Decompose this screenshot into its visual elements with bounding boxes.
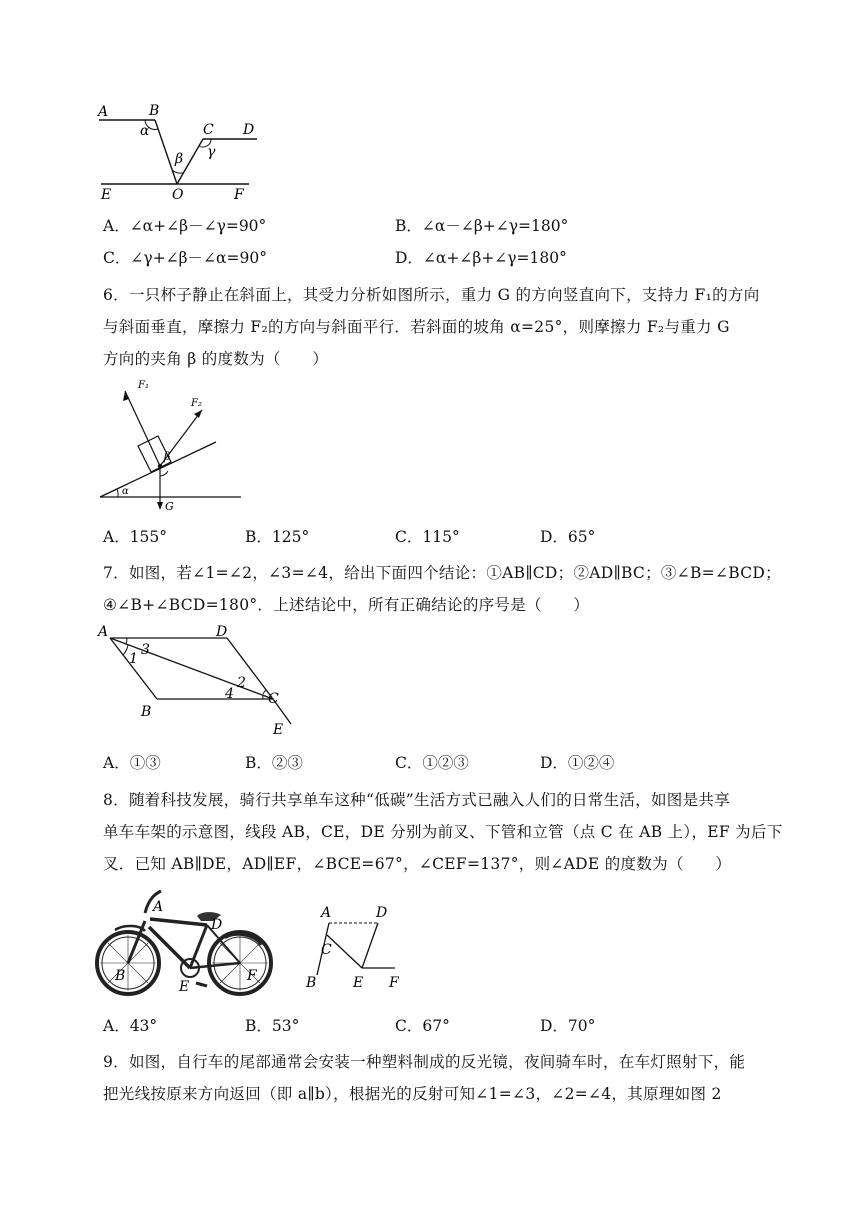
q6-label-G: G bbox=[165, 500, 174, 513]
q8-label-A: A bbox=[321, 905, 332, 921]
bicycle-label-D: D bbox=[211, 917, 223, 933]
q7-option-a: A．①③ bbox=[103, 754, 161, 772]
q5-label-A: A bbox=[98, 104, 109, 120]
q5-label-gamma: γ bbox=[207, 144, 216, 160]
bicycle-illustration bbox=[95, 883, 273, 1005]
q7-label-C: C bbox=[268, 691, 279, 707]
q7-label-2: 2 bbox=[237, 675, 246, 691]
q7-text-line-2: ④∠B+∠BCD=180°．上述结论中，所有正确结论的序号是（ ） bbox=[103, 596, 590, 614]
bicycle-label-A: A bbox=[153, 899, 164, 915]
q5-label-D: D bbox=[243, 122, 255, 138]
q5-label-C: C bbox=[203, 122, 214, 138]
q6-label-F1: F₁ bbox=[138, 380, 149, 391]
q7-text-line-1: 7．如图，若∠1=∠2，∠3=∠4，给出下面四个结论：①AB∥CD；②AD∥BC；③∠B=∠BCD； bbox=[103, 564, 781, 582]
q9-text-line-1: 9．如图，自行车的尾部通常会安装一种塑料制成的反光镜，夜间骑车时，在车灯照射下，能 bbox=[103, 1053, 746, 1071]
q7-label-1: 1 bbox=[129, 651, 138, 667]
q6-label-alpha: α bbox=[122, 486, 129, 497]
bicycle-label-B: B bbox=[115, 968, 126, 984]
q6-option-a: A．155° bbox=[103, 528, 168, 546]
q5-label-alpha: α bbox=[140, 123, 150, 139]
q6-figure bbox=[96, 376, 246, 516]
q7-label-A: A bbox=[98, 624, 109, 640]
q8-label-D: D bbox=[376, 905, 388, 921]
q7-label-3: 3 bbox=[141, 642, 150, 658]
q6-label-beta: β bbox=[164, 450, 171, 463]
q5-label-B: B bbox=[149, 103, 160, 119]
bicycle-label-E: E bbox=[179, 979, 190, 995]
bicycle-label-F: F bbox=[247, 968, 257, 984]
q6-label-F2: F₂ bbox=[191, 398, 202, 409]
q8-label-F: F bbox=[389, 975, 399, 991]
q7-figure bbox=[95, 620, 300, 745]
q8-label-E: E bbox=[353, 975, 364, 991]
q9-text-line-2: 把光线按原来方向返回（即 a∥b），根据光的反射可知∠1=∠3，∠2=∠4，其原理如图 2 bbox=[103, 1085, 722, 1103]
q5-figure bbox=[95, 100, 265, 205]
q8-text-line-2: 单车车架的示意图，线段 AB，CE，DE 分别为前叉、下管和立管（点 C 在 AB 上），EF 为后下 bbox=[103, 823, 783, 841]
q8-text-line-3: 叉．已知 AB∥DE，AD∥EF，∠BCE=67°，∠CEF=137°，则∠ADE 的度数为（ ） bbox=[103, 855, 732, 873]
q6-option-b: B．125° bbox=[245, 528, 310, 546]
q7-option-d: D．①②④ bbox=[540, 754, 615, 772]
q5-option-c: C．∠γ+∠β－∠α=90° bbox=[103, 249, 267, 267]
q5-option-b: B．∠α－∠β+∠γ=180° bbox=[395, 217, 569, 235]
q5-option-a: A．∠α+∠β－∠γ=90° bbox=[103, 217, 267, 235]
q8-option-d: D．70° bbox=[540, 1017, 596, 1035]
q5-label-E: E bbox=[101, 187, 112, 203]
q7-option-c: C．①②③ bbox=[395, 754, 469, 772]
q8-option-b: B．53° bbox=[245, 1017, 300, 1035]
q7-label-E: E bbox=[273, 722, 284, 738]
q8-label-C: C bbox=[321, 942, 332, 958]
q6-text-line-1: 6．一只杯子静止在斜面上，其受力分析如图所示，重力 G 的方向竖直向下，支持力 F₁的方向 bbox=[103, 286, 760, 304]
q7-option-b: B．②③ bbox=[245, 754, 303, 772]
q5-label-beta: β bbox=[175, 151, 184, 167]
q6-option-c: C．115° bbox=[395, 528, 460, 546]
q5-label-F: F bbox=[234, 187, 244, 203]
q5-label-O: O bbox=[172, 187, 184, 203]
q6-text-line-2: 与斜面垂直，摩擦力 F₂的方向与斜面平行．若斜面的坡角 α=25°，则摩擦力 F₂与重力 G bbox=[103, 318, 730, 336]
q7-label-4: 4 bbox=[225, 686, 234, 702]
q6-option-d: D．65° bbox=[540, 528, 596, 546]
q7-label-B: B bbox=[141, 704, 152, 720]
q7-label-D: D bbox=[216, 624, 228, 640]
q8-option-c: C．67° bbox=[395, 1017, 450, 1035]
q8-figure bbox=[298, 905, 413, 995]
q6-text-line-3: 方向的夹角 β 的度数为（ ） bbox=[103, 350, 329, 368]
q8-text-line-1: 8．随着科技发展，骑行共享单车这种“低碳”生活方式已融入人们的日常生活，如图是共享 bbox=[103, 791, 731, 809]
q5-option-d: D．∠α+∠β+∠γ=180° bbox=[395, 249, 567, 267]
q8-label-B: B bbox=[306, 975, 317, 991]
q8-option-a: A．43° bbox=[103, 1017, 158, 1035]
